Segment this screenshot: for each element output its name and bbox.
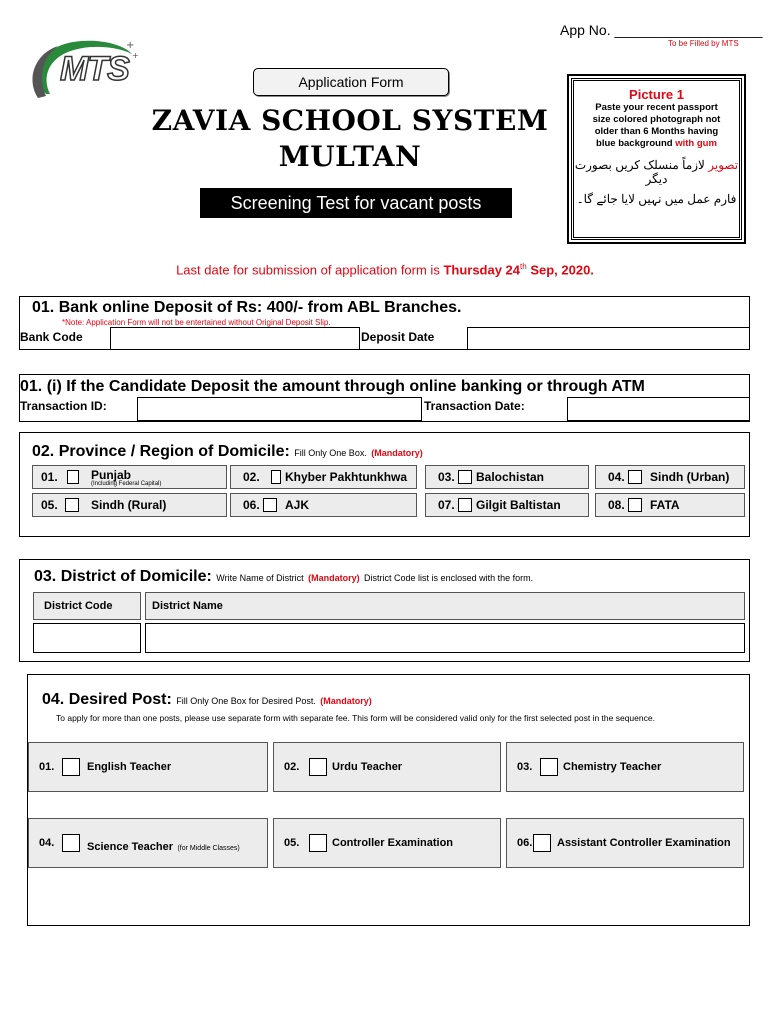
svg-text:+: +: [132, 51, 139, 60]
section3-note: District Code list is enclosed with the form.: [364, 573, 534, 583]
province-num: 08.: [608, 498, 625, 512]
section4-heading: [42, 691, 372, 709]
province-checkbox[interactable]: [271, 470, 281, 484]
section1-note: *Note: Application Form will not be entertained without Original Deposit Slip.: [62, 318, 331, 327]
post-num: 02.: [284, 761, 300, 773]
post-option-chemistry-teacher[interactable]: [506, 742, 744, 792]
province-checkbox[interactable]: [628, 470, 642, 484]
app-no-label: App No.: [560, 22, 611, 38]
photo-instr-4: blue background: [596, 138, 673, 149]
post-option-urdu-teacher[interactable]: [273, 742, 501, 792]
photo-instr-4-red: with gum: [675, 138, 717, 149]
post-option-english-teacher[interactable]: [28, 742, 268, 792]
post-option-controller-examination[interactable]: [273, 818, 501, 868]
photo-instr-1: Paste your recent passport: [595, 102, 718, 113]
province-label: Balochistan: [476, 470, 545, 484]
post-num: 06.: [517, 837, 533, 849]
province-option-sindh-urban[interactable]: [595, 465, 745, 489]
post-checkbox[interactable]: [540, 758, 558, 776]
province-checkbox[interactable]: [65, 498, 79, 512]
app-no-note: To be Filled by MTS: [668, 39, 739, 48]
post-label: Controller Examination: [332, 837, 454, 849]
screening-banner: Screening Test for vacant posts: [200, 188, 512, 218]
province-option-kpk[interactable]: [230, 465, 417, 489]
section4-title: 04. Desired Post:: [42, 691, 172, 708]
section3-mandatory: (Mandatory): [308, 573, 360, 583]
section1i-title: 01. (i) If the Candidate Deposit the amount through online banking or through ATM: [20, 378, 645, 395]
post-checkbox[interactable]: [309, 758, 327, 776]
province-num: 07.: [438, 498, 455, 512]
deadline: [0, 262, 770, 277]
deadline-text: Last date for submission of application form is: [176, 262, 444, 278]
transaction-date-field[interactable]: [567, 397, 750, 421]
province-label: FATA: [650, 498, 680, 512]
province-sublabel: (Including Federal Capital): [91, 481, 162, 487]
section-province: [19, 432, 750, 537]
section2-heading: [32, 443, 423, 461]
province-checkbox[interactable]: [263, 498, 277, 512]
province-label: Sindh (Urban): [650, 470, 730, 484]
province-option-gilgit-baltistan[interactable]: [425, 493, 589, 517]
province-num: 01.: [41, 470, 58, 484]
photo-box[interactable]: [571, 78, 742, 240]
post-label: Chemistry Teacher: [563, 761, 662, 773]
post-label: English Teacher: [87, 761, 172, 773]
photo-urdu-1: [574, 158, 739, 186]
school-name: ZAVIA SCHOOL SYSTEM: [151, 104, 549, 137]
province-option-sindh-rural[interactable]: [32, 493, 227, 517]
photo-instr-3: older than 6 Months having: [594, 126, 719, 137]
section2-mandatory: (Mandatory): [371, 448, 423, 458]
district-code-field[interactable]: [33, 623, 141, 653]
photo-box-title: Picture 1: [629, 87, 684, 102]
photo-urdu-red: تصویر: [708, 158, 739, 172]
post-sublabel: (for Middle Classes): [177, 845, 240, 852]
app-no-field[interactable]: ___________________: [614, 22, 763, 38]
application-form-label: Application Form: [253, 68, 449, 96]
post-checkbox[interactable]: [309, 834, 327, 852]
province-label: Sindh (Rural): [91, 498, 167, 512]
post-checkbox[interactable]: [533, 834, 551, 852]
bank-code-field[interactable]: [110, 327, 360, 350]
province-label: Khyber Pakhtunkhwa: [285, 470, 408, 484]
province-option-fata[interactable]: [595, 493, 745, 517]
district-name-header: District Name: [145, 592, 745, 620]
deadline-date: Thursday 24: [443, 262, 521, 278]
section2-instruction: Fill Only One Box.: [294, 448, 367, 458]
deposit-date-label: Deposit Date: [361, 330, 435, 344]
app-no: [560, 22, 762, 38]
province-checkbox[interactable]: [458, 498, 472, 512]
province-label: AJK: [285, 498, 310, 512]
province-num: 04.: [608, 470, 625, 484]
post-label: Science Teacher: [87, 841, 174, 853]
section1-title: 01. Bank online Deposit of Rs: 400/- from ABL Branches.: [32, 299, 462, 316]
logo-text: MTS: [60, 50, 129, 88]
post-option-science-teacher[interactable]: [28, 818, 268, 868]
photo-instructions: [574, 102, 739, 150]
province-num: 06.: [243, 498, 260, 512]
deposit-date-field[interactable]: [467, 327, 750, 350]
mts-logo: [28, 36, 148, 106]
province-num: 02.: [243, 470, 260, 484]
post-option-assistant-controller-examination[interactable]: [506, 818, 744, 868]
section4-note: To apply for more than one posts, please use separate form with separate fee. This form will be considered valid only for the first selected post in the sequence.: [56, 713, 655, 723]
post-num: 04.: [39, 837, 55, 849]
transaction-date-label: Transaction Date:: [424, 399, 525, 413]
province-label: Gilgit Baltistan: [476, 498, 561, 512]
province-option-ajk[interactable]: [230, 493, 417, 517]
deadline-sup: th: [520, 262, 527, 271]
section-district: [19, 559, 750, 662]
province-label: Punjab: [91, 468, 132, 482]
district-name-field[interactable]: [145, 623, 745, 653]
post-num: 03.: [517, 761, 533, 773]
province-checkbox[interactable]: [628, 498, 642, 512]
post-num: 05.: [284, 837, 300, 849]
school-city: MULTAN: [278, 140, 422, 173]
post-label-wrap: [87, 837, 240, 855]
transaction-id-field[interactable]: [137, 397, 422, 421]
section3-instruction: Write Name of District: [216, 573, 304, 583]
province-checkbox[interactable]: [458, 470, 472, 484]
section-bank-deposit: [19, 296, 750, 350]
province-checkbox[interactable]: [67, 470, 79, 484]
section4-instruction: Fill Only One Box for Desired Post.: [176, 696, 316, 706]
post-label: Assistant Controller Examination: [557, 837, 731, 849]
photo-instr-2: size colored photograph not: [592, 114, 721, 125]
province-option-balochistan[interactable]: [425, 465, 589, 489]
post-checkbox[interactable]: [62, 834, 80, 852]
province-option-punjab[interactable]: [32, 465, 227, 489]
bank-code-label: Bank Code: [20, 330, 83, 344]
post-checkbox[interactable]: [62, 758, 80, 776]
deadline-date-2: Sep, 2020.: [526, 262, 594, 278]
section-desired-post: [27, 674, 750, 926]
section-online-banking: [19, 374, 750, 422]
district-code-header: District Code: [33, 592, 141, 620]
section2-title: 02. Province / Region of Domicile:: [32, 443, 290, 460]
section3-title: 03. District of Domicile:: [34, 568, 212, 585]
province-num: 05.: [41, 498, 58, 512]
post-num: 01.: [39, 761, 55, 773]
svg-text:+: +: [126, 40, 135, 51]
province-num: 03.: [438, 470, 455, 484]
transaction-id-label: Transaction ID:: [20, 399, 107, 413]
post-label: Urdu Teacher: [332, 761, 403, 773]
photo-urdu-2: فارم عمل میں نہیں لایا جائے گا۔: [576, 192, 737, 206]
section3-heading: [34, 568, 533, 586]
photo-urdu-text: لازماً منسلک کریں بصورت دیگر: [574, 158, 705, 186]
section4-mandatory: (Mandatory): [320, 696, 372, 706]
